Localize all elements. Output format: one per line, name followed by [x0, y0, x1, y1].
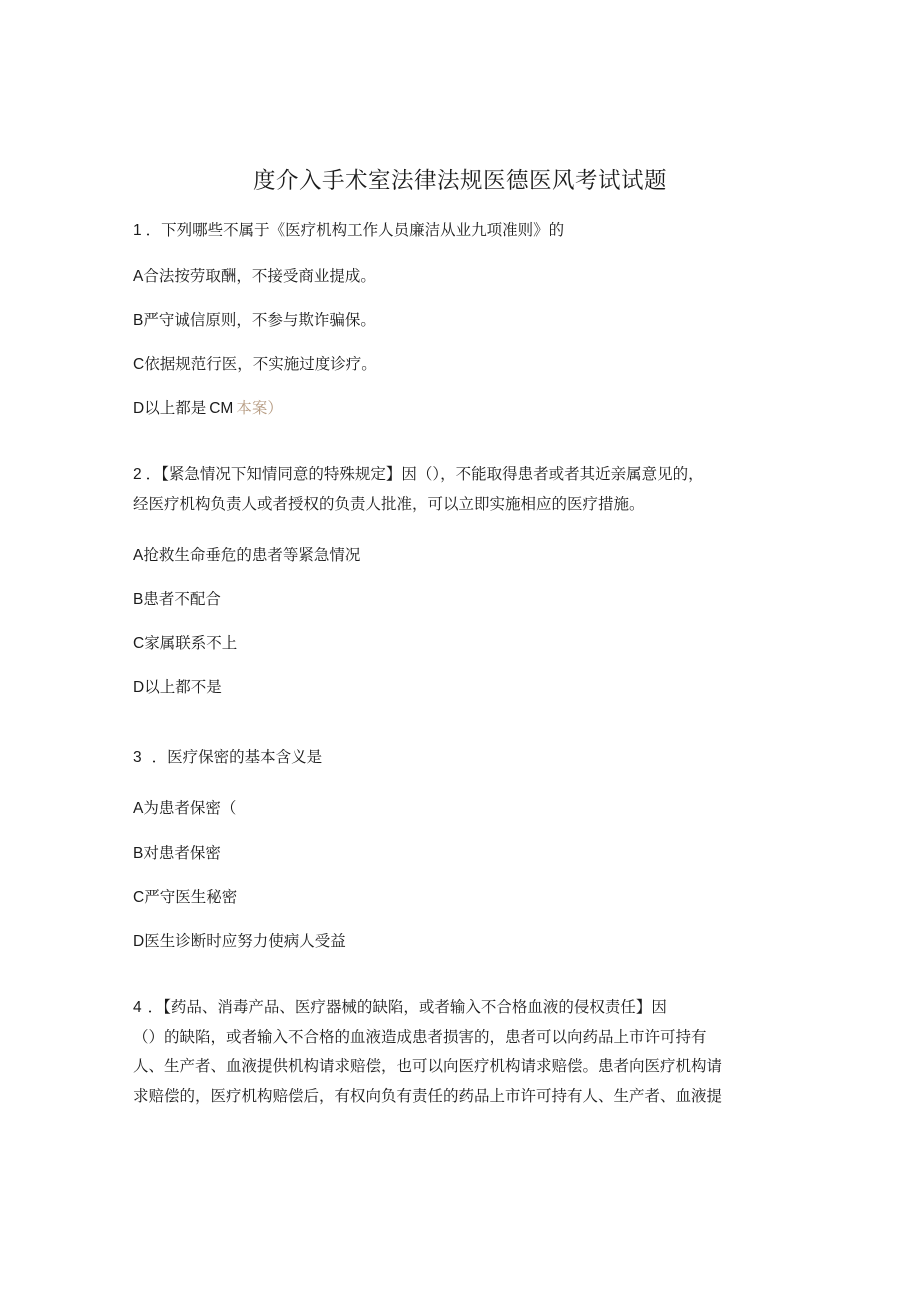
- question-4-stem: [133, 993, 788, 1111]
- question-2-option-c: [133, 632, 237, 655]
- option-suffix-faint: 本案）: [236, 399, 283, 417]
- question-3-stem: [133, 746, 322, 769]
- option-letter: A: [133, 547, 144, 564]
- question-1-option-c: [133, 353, 377, 376]
- option-letter: C: [133, 356, 145, 373]
- question-3-option-a: [133, 797, 236, 820]
- option-text: 对患者保密: [143, 844, 221, 862]
- option-text: 严守诚信原则，不参与欺诈骗保。: [143, 311, 376, 329]
- option-letter: B: [133, 845, 144, 862]
- option-suffix-latin: CM: [209, 400, 234, 417]
- question-3-option-d: [133, 930, 346, 953]
- question-3-number: 3: [133, 749, 142, 766]
- question-4-number: 4: [133, 999, 142, 1016]
- question-2-option-d: [133, 676, 222, 699]
- option-text: 合法按劳取酬，不接受商业提成。: [143, 267, 376, 285]
- question-3-option-b: [133, 842, 221, 865]
- question-2-option-a: [133, 544, 360, 567]
- question-2-option-b: [133, 588, 221, 611]
- question-2-text-line1: ．【紧急情况下知情同意的特殊规定】因（），不能取得患者或者其近亲属意见的，: [145, 465, 704, 483]
- option-letter: C: [133, 635, 145, 652]
- option-letter: B: [133, 312, 144, 329]
- option-letter: D: [133, 400, 145, 417]
- option-letter: A: [133, 800, 144, 817]
- option-letter: D: [133, 679, 145, 696]
- document-title: 度介入手术室法律法规医德医风考试试题: [252, 168, 667, 194]
- option-text: 以上都不是: [144, 678, 222, 696]
- question-1-number: 1: [133, 222, 142, 239]
- option-letter: D: [133, 933, 145, 950]
- option-text: 以上都是: [144, 399, 207, 417]
- question-3-option-c: [133, 886, 237, 909]
- question-2-number: 2: [133, 466, 142, 483]
- option-text: 抢救生命垂危的患者等紧急情况: [143, 546, 361, 564]
- question-1-option-b: [133, 309, 376, 332]
- option-letter: C: [133, 889, 145, 906]
- option-text: 家属联系不上: [144, 634, 238, 652]
- question-1-text: ．下列哪些不属于《医疗机构工作人员廉洁从业九项准则》的: [145, 221, 565, 239]
- question-1-stem: [133, 219, 564, 242]
- option-text: 依据规范行医，不实施过度诊疗。: [144, 355, 377, 373]
- option-text: 患者不配合: [143, 590, 221, 608]
- option-text: 医生诊断时应努力使病人受益: [144, 932, 346, 950]
- question-2-stem: [133, 460, 788, 519]
- question-4-text-line2: （）的缺陷，或者输入不合格的血液造成患者损害的，患者可以向药品上市许可持有: [133, 1027, 707, 1046]
- question-1-option-a: [133, 265, 376, 288]
- option-letter: A: [133, 268, 144, 285]
- option-text: 严守医生秘密: [144, 888, 238, 906]
- option-text: 为患者保密（: [143, 799, 237, 817]
- question-2-text-line2: 经医疗机构负责人或者授权的负责人批准，可以立即实施相应的医疗措施。: [133, 494, 645, 513]
- question-4-text-line1: ．【药品、消毒产品、医疗器械的缺陷，或者输入不合格血液的侵权责任】因: [147, 998, 667, 1016]
- question-3-text: ．医疗保密的基本含义是: [151, 748, 323, 766]
- question-1-option-d: [133, 397, 283, 420]
- question-4-text-line3: 人、生产者、血液提供机构请求赔偿，也可以向医疗机构请求赔偿。患者向医疗机构请: [133, 1057, 723, 1076]
- question-4-text-line4: 求赔偿的，医疗机构赔偿后，有权向负有责任的药品上市许可持有人、生产者、血液提: [133, 1086, 723, 1105]
- option-letter: B: [133, 591, 144, 608]
